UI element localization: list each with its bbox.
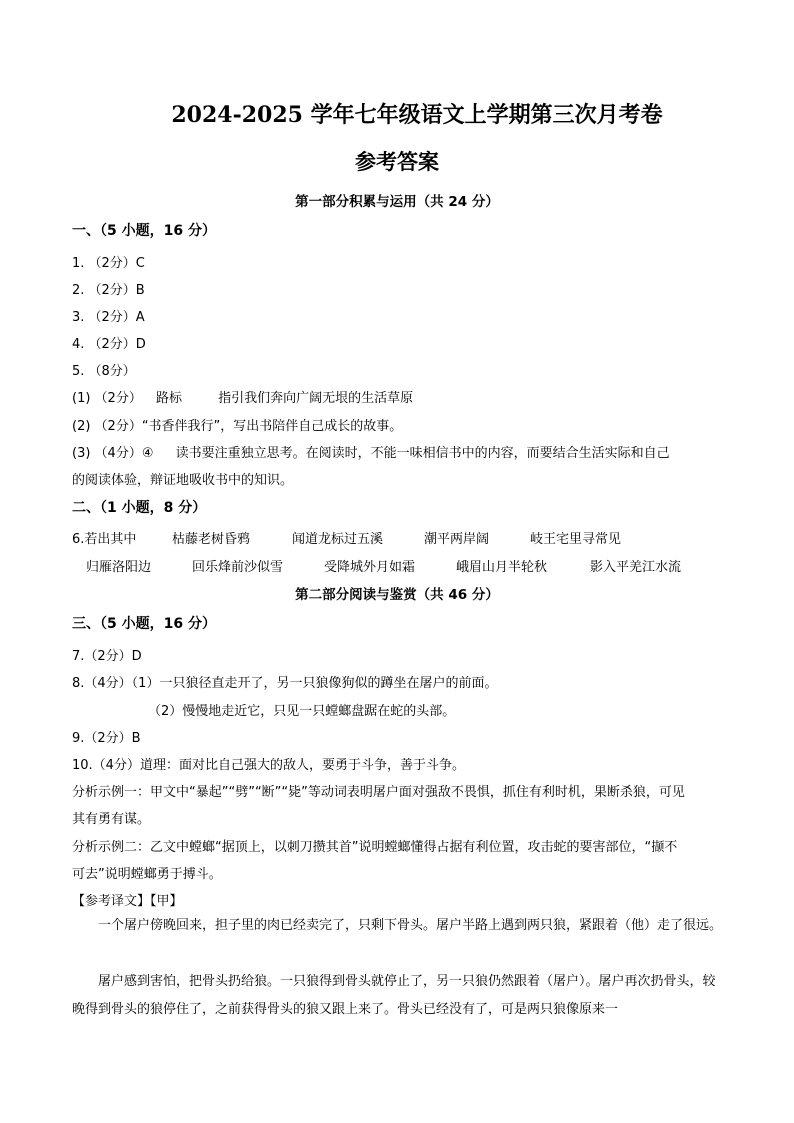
poem-line: 归雁洛阳边	[86, 560, 152, 575]
answer-2: 2. （2分）B	[72, 283, 145, 298]
section1-heading: 一、（5 小题，16 分）	[72, 223, 216, 239]
answer-5-3-label: (3) （4分）④	[72, 446, 154, 461]
poem-line: 枯藤老树昏鸦	[172, 532, 251, 547]
page-title: 2024-2025 学年七年级语文上学期第三次月考卷	[171, 102, 663, 128]
poem-line: 潮平两岸阔	[424, 532, 490, 547]
answer-9: 9.（2分）B	[72, 731, 141, 746]
answer-5-1-text: 指引我们奔向广阔无垠的生活草原	[218, 391, 414, 406]
page-subtitle: 参考答案	[355, 149, 439, 174]
answer-5-3-cont: 的阅读体验，辩证地吸收书中的知识。	[72, 473, 294, 488]
translation-paragraph-2: 屠户感到害怕，把骨头扔给狼。一只狼得到骨头就停止了，另一只狼仍然跟着（屠户）。屠户再次扔骨头，较晚得到骨头的狼停住了，之前获得骨头的狼又跟上来了。骨头已经没有了，可是两只狼像原来一	[72, 974, 716, 1017]
answer-1: 1. （2分）C	[72, 256, 145, 271]
answer-5-1-word: 路标	[155, 391, 182, 406]
answer-5-1-label: (1) （2分）	[72, 391, 142, 406]
poem-line: 闻道龙标过五溪	[292, 532, 384, 547]
poem-line: 影入平羌江水流	[590, 560, 682, 575]
section2-heading: 二、（1 小题，8 分）	[72, 500, 207, 516]
answer-5-3-text: 读书要注重独立思考。在阅读时，不能一味相信书中的内容，而要结合生活实际和自己	[175, 446, 670, 461]
poem-line: 岐王宅里寻常见	[530, 532, 622, 547]
answer-5-2: (2) （2分）“书香伴我行”，写出书陪伴自己成长的故事。	[72, 419, 403, 434]
example-1: 分析示例一：甲文中“暴起”“劈”“断”“毙”等动词表明屠户面对强敌不畏惧，抓住有利时机，果断杀狼，可见	[72, 785, 685, 800]
poem-line: 回乐烽前沙似雪	[192, 560, 284, 575]
answer-8-1: 8.（4分）（1）一只狼径直走开了，另一只狼像狗似的蹲坐在屠户的前面。	[72, 676, 498, 691]
translation-paragraph-1: 一个屠户傍晚回来，担子里的肉已经卖完了，只剩下骨头。屠户半路上遇到两只狼，紧跟着（他）走了很远。	[98, 918, 723, 933]
answer-8-2: （2）慢慢地走近它，只见一只螳螂盘踞在蛇的头部。	[148, 704, 456, 719]
translation-heading: 【参考译文】【甲】	[72, 894, 183, 909]
answer-5-1	[72, 387, 413, 406]
answer-3: 3. （2分）A	[72, 310, 145, 325]
answer-5-3	[72, 442, 670, 461]
answer-4: 4. （2分）D	[72, 337, 146, 352]
answer-5: 5. （8分）	[72, 364, 136, 379]
example-1-cont: 其有勇有谋。	[72, 812, 151, 827]
poem-line: 受降城外月如霜	[324, 560, 416, 575]
section3-heading: 三、（5 小题，16 分）	[72, 616, 216, 632]
poem-line: 峨眉山月半轮秋	[456, 560, 548, 575]
part1-heading: 第一部分积累与运用（共 24 分）	[295, 194, 499, 210]
part2-heading: 第二部分阅读与鉴赏（共 46 分）	[295, 587, 499, 603]
example-2-cont: 可去”说明螳螂勇于搏斗。	[72, 867, 222, 882]
example-2: 分析示例二：乙文中螳螂“据顶上，以刺刀攒其首”说明螳螂懂得占据有利位置，攻击蛇的要害部位，“撷不	[72, 840, 678, 855]
answer-10: 10.（4分）道理：面对比自己强大的敌人，要勇于斗争，善于斗争。	[72, 758, 465, 773]
answer-7: 7.（2分）D	[72, 649, 142, 664]
poem-line: 6.若出其中	[72, 532, 137, 547]
